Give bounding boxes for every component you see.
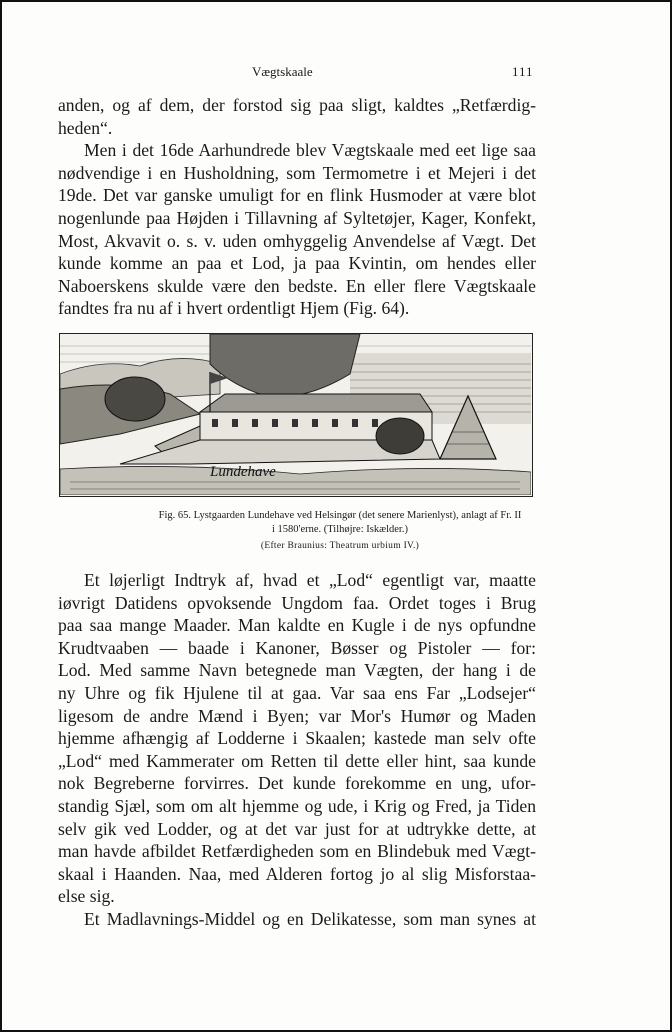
text-line: hjemme afhængig af Lodderne i Skaalen; kastede man selv ofte xyxy=(58,728,536,749)
text-line: nok Begreberne forvirres. Det kunde forekomme en ung, ufor- xyxy=(58,773,536,794)
figure-caption-line-2: i 1580'erne. (Tilhøjre: Iskælder.) xyxy=(272,524,408,535)
text-line: heden“. xyxy=(58,117,113,138)
engraving-illustration xyxy=(60,334,531,495)
engraving-figure xyxy=(59,333,533,497)
text-line: paa saa mange Maader. Man kaldte en Kugle i de nys opfundne xyxy=(58,615,536,636)
text-block-top xyxy=(58,94,536,320)
text-line: Et Madlavnings-Middel og en Delikatesse, som man synes at xyxy=(84,908,536,929)
text-line: iøvrigt Datidens opvoksende Ungdom faa. Ordet toges i Brug xyxy=(58,592,536,613)
text-line: fandtes fra nu af i hvert ordentligt Hjem (Fig. 64). xyxy=(58,298,410,319)
text-line: 19de. Det var ganske umuligt for en flink Husmoder at være blot xyxy=(58,185,536,206)
text-block-bottom xyxy=(58,569,536,931)
text-line: kunde komme an paa et Lod, ja paa Kvintin, om hendes eller xyxy=(58,253,536,274)
text-line: nogenlunde paa Højden i Tillavning af Syltetøjer, Kager, Konfekt, xyxy=(58,207,536,228)
text-line: Et løjerligt Indtryk af, hvad et „Lod“ egentligt var, maatte xyxy=(84,570,536,590)
text-line: ny Uhre og fik Hjulene til at gaa. Var saa ens Far „Lodsejer“ xyxy=(58,682,536,703)
text-line: selv gik ved Lodder, og at det var just for at udtrykke dette, at xyxy=(58,818,536,839)
text-line: skaal i Haanden. Naa, med Alderen fortog jo al slig Misforstaa- xyxy=(58,863,536,884)
text-line: Naboerskens skulde være den bedste. En eller flere Vægtskaale xyxy=(58,275,536,296)
text-line: Krudtvaaben — baade i Kanoner, Bøsser og Pistoler — for: xyxy=(58,637,536,658)
text-line: anden, og af dem, der forstod sig paa sligt, kaldtes „Retfærdig- xyxy=(58,95,536,115)
text-line: Men i det 16de Aarhundrede blev Vægtskaale med eet lige saa xyxy=(84,140,536,161)
running-title: Vægtskaale xyxy=(252,64,313,79)
figure-caption: Fig. 65. Lystgaarden Lundehave ved Helsingør (det senere Marienlyst), anlagt af Fr. II xyxy=(158,510,522,521)
text-line: Most, Akvavit o. s. v. uden omhyggelig Anvendelse af Vægt. Det xyxy=(58,230,536,251)
text-line: ligesom de andre Mænd i Byen; var Mor's Humør og Maden xyxy=(58,705,536,726)
text-line: nødvendige i en Husholdning, som Termometre i et Mejeri i det xyxy=(58,162,536,183)
text-line: „Lod“ med Kammerater om Retten til dette eller hint, saa kunde xyxy=(58,750,536,771)
figure-source: (Efter Braunius: Theatrum urbium IV.) xyxy=(260,541,420,551)
text-line: else sig. xyxy=(58,886,115,907)
page-number: 111 xyxy=(512,64,534,79)
running-head xyxy=(0,64,672,82)
text-line: Lod. Med samme Navn betegnede man Vægten, der hang i de xyxy=(58,660,536,681)
figure-inscription: Lundehave xyxy=(210,464,276,480)
text-line: standig Sjæl, som om alt hjemme og ude, i Krig og Fred, ja Tiden xyxy=(58,795,536,816)
text-line: man havde afbildet Retfærdigheden som en Blindebuk med Vægt- xyxy=(58,841,536,862)
